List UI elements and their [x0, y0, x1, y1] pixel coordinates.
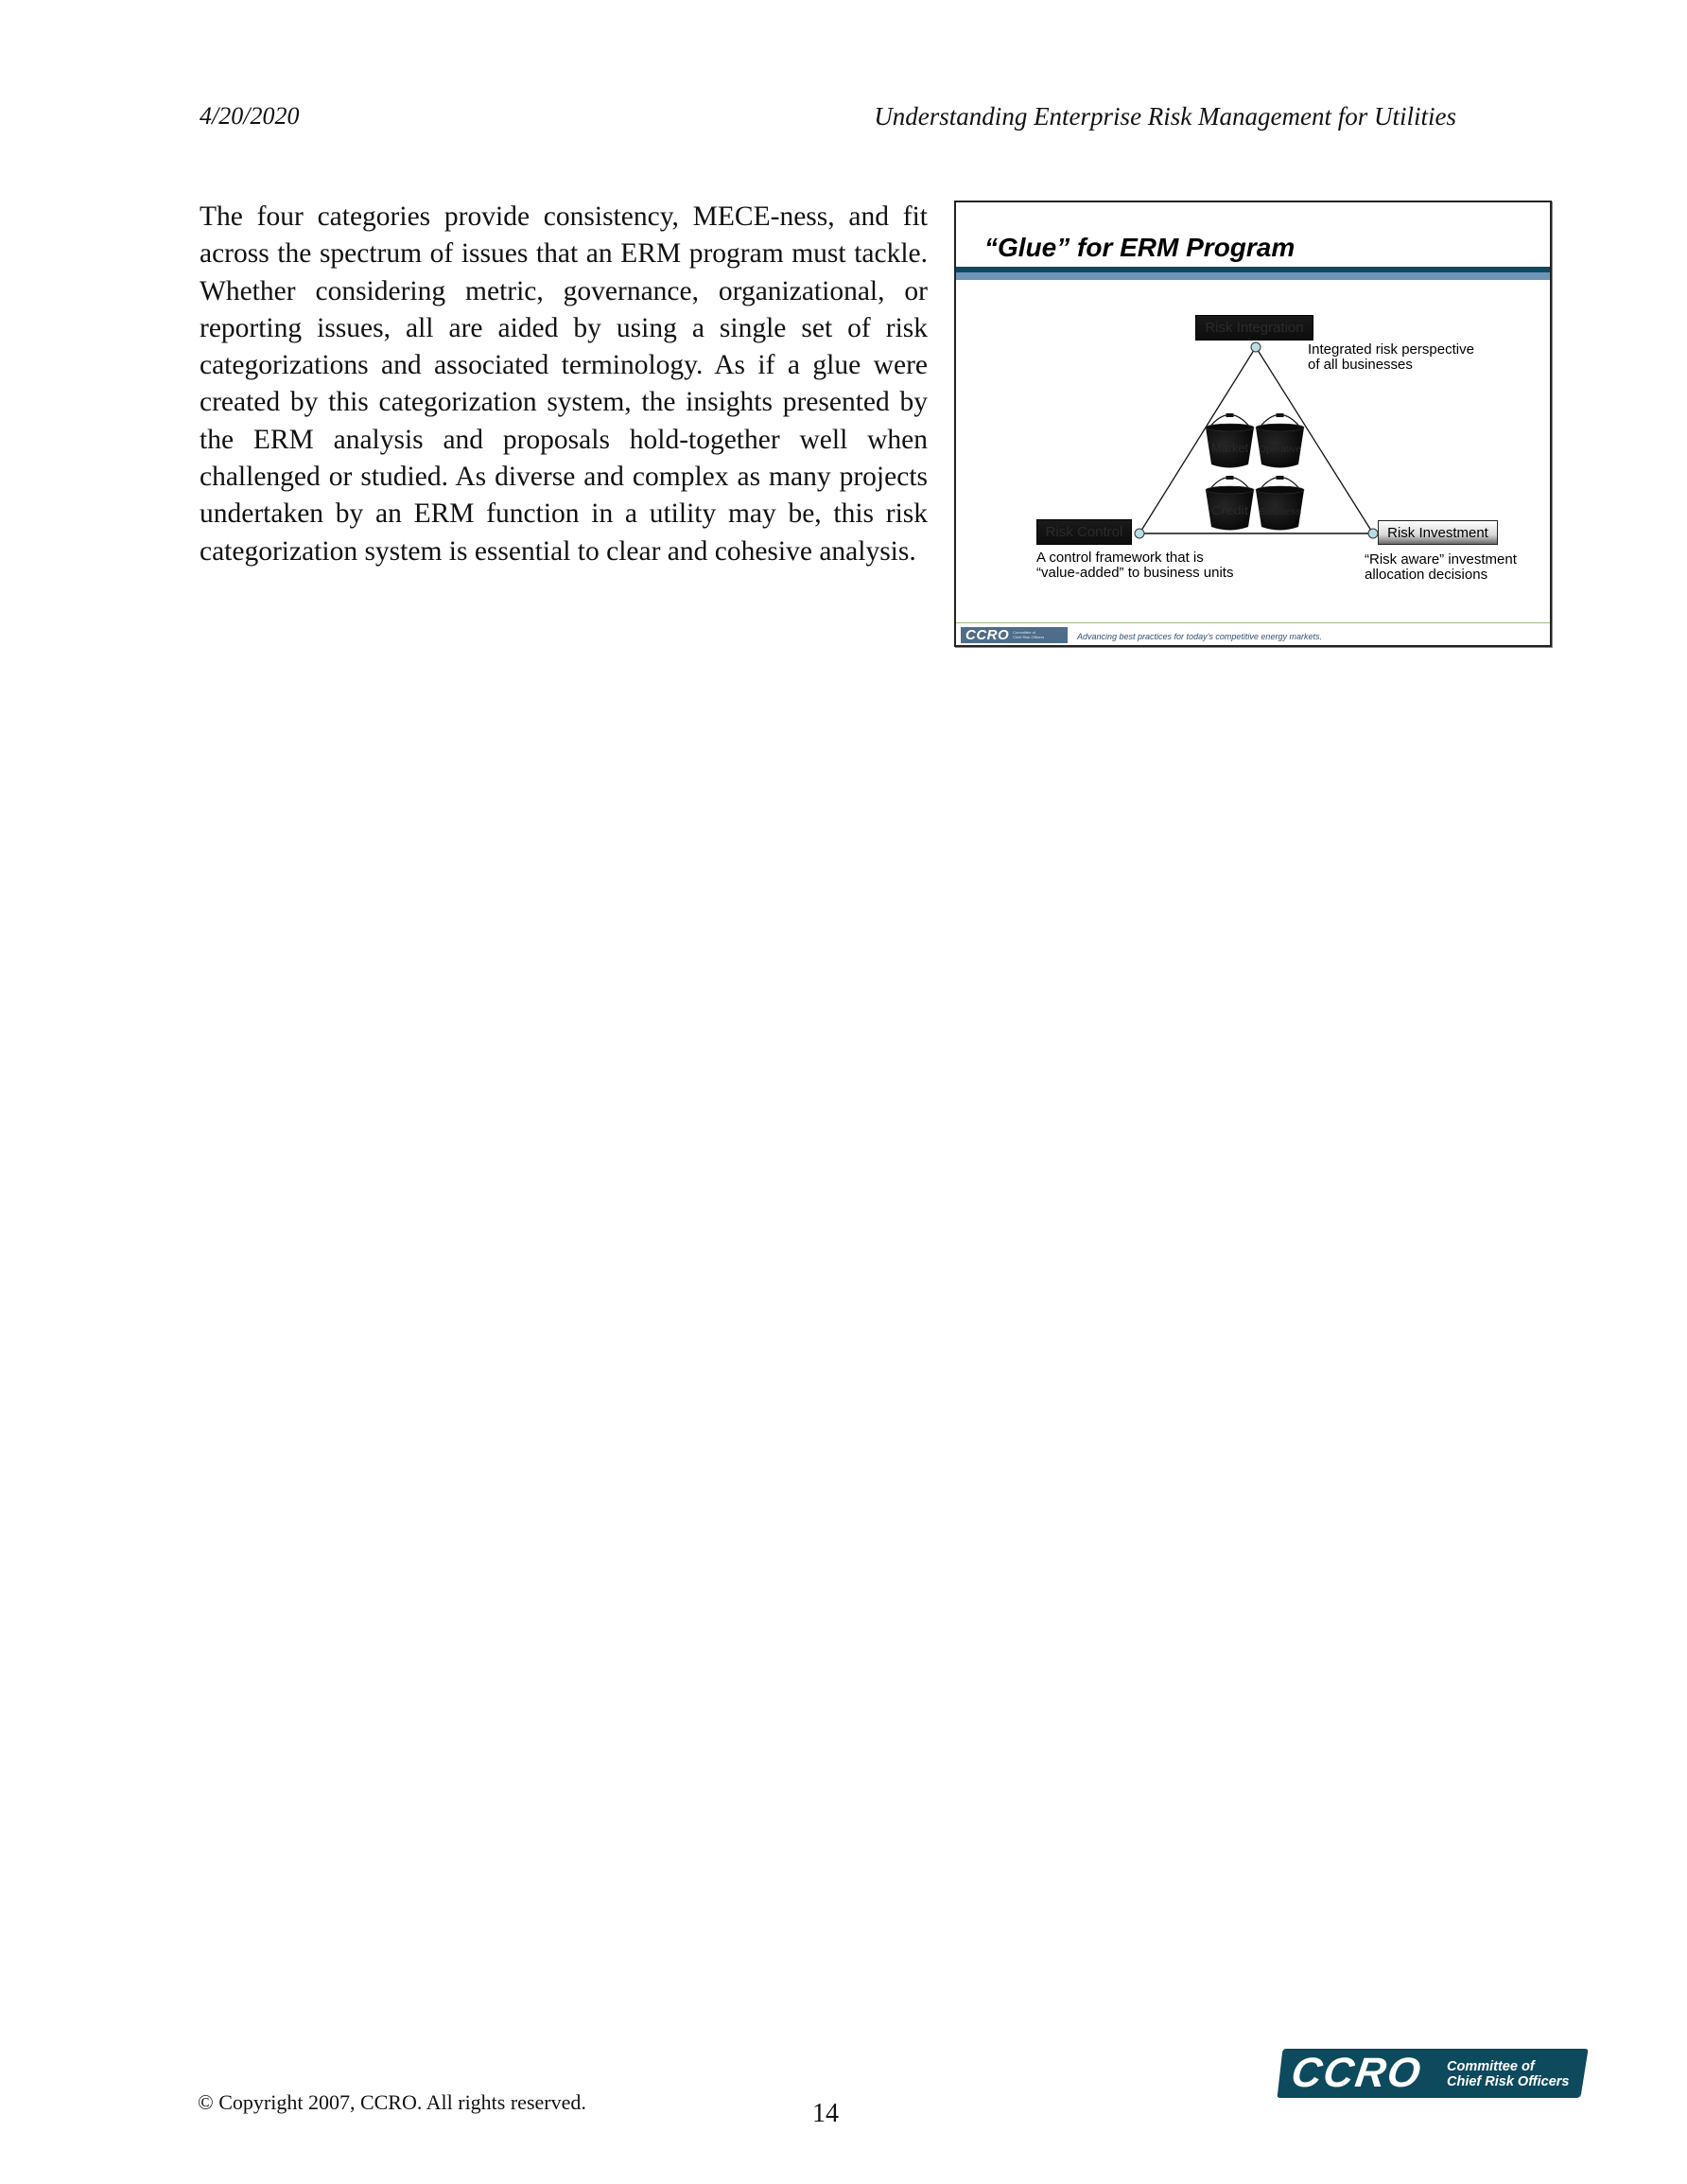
bucket-market: [1206, 413, 1254, 468]
copyright-notice: © Copyright 2007, CCRO. All rights reserved.: [198, 2090, 586, 2114]
risk-investment-description: [1365, 552, 1517, 582]
bucket-business: [1256, 476, 1304, 531]
page-number: 14: [812, 2099, 839, 2128]
bucket-grip-icon: [1277, 413, 1284, 417]
body-paragraph: The four categories provide consistency, MECE-ness, and fit across the spectrum of issues that an ERM program must tackle. Whether considering metric, governance, organizational, or reporting issues, all are aided by using a single set of risk categorizations and associated terminology. As if a glue were created by this categorization system, the insights presented by the ERM analysis and proposals hold-together well when challenged or studied. As diverse and complex as many projects undertaken by an ERM function in a utility may be, this risk categorization system is essential to clear and cohesive analysis.: [200, 201, 928, 567]
header-document-title: Understanding Enterprise Risk Management for Utilities: [874, 102, 1456, 131]
logo-sub-line: Chief Risk Officers: [1013, 634, 1045, 639]
bucket-grip-icon: [1277, 476, 1284, 480]
slide-title: “Glue” for ERM Program: [984, 233, 1296, 262]
risk-investment-box: [1378, 520, 1498, 545]
slide-logo-mark: CCRO: [965, 627, 1010, 643]
bucket-grip-icon: [1226, 413, 1234, 417]
slide-ccro-logo: [961, 627, 1068, 643]
description-line: allocation decisions: [1365, 566, 1488, 583]
bucket-label: Operative: [1259, 445, 1302, 455]
bucket-rim-icon: [1206, 486, 1254, 494]
description-line: of all businesses: [1308, 356, 1413, 373]
slide-tagline: Advancing best practices for today’s competitive energy markets.: [1077, 632, 1322, 641]
description-line: “Risk aware” investment: [1365, 551, 1517, 568]
description-line: A control framework that is: [1036, 550, 1204, 566]
slide-figure: [954, 201, 1552, 647]
bucket-operative: [1256, 413, 1304, 468]
risk-control-box: [1036, 519, 1132, 545]
slide-footer-rule: [956, 622, 1550, 623]
ccro-logo-subtitle: [1447, 2059, 1569, 2089]
logo-sub-line: Chief Risk Officers: [1447, 2074, 1570, 2089]
risk-integration-description: [1308, 342, 1474, 372]
risk-investment-label: Risk Investment: [1387, 524, 1488, 541]
node-top-icon: [1251, 342, 1261, 352]
logo-sub-line: Committee of: [1447, 2059, 1535, 2074]
description-line: Integrated risk perspective: [1308, 341, 1474, 358]
header-date: 4/20/2020: [200, 102, 300, 130]
ccro-logo: [1277, 2049, 1589, 2098]
bucket-label: Market: [1211, 441, 1249, 455]
bucket-rim-icon: [1256, 486, 1304, 494]
bucket-grip-icon: [1226, 476, 1234, 480]
risk-buckets: [1206, 413, 1304, 531]
slide-logo-subtitle: [1013, 631, 1044, 639]
bucket-rim-icon: [1206, 424, 1254, 431]
bucket-label: Credit: [1211, 503, 1249, 517]
ccro-logo-mark: CCRO: [1288, 2050, 1426, 2096]
risk-control-description: [1036, 550, 1233, 580]
risk-integration-box: [1195, 315, 1313, 341]
bucket-credit: [1206, 476, 1254, 531]
bucket-label: Business: [1259, 507, 1301, 517]
description-line: “value-added” to business units: [1036, 564, 1234, 581]
bucket-rim-icon: [1256, 424, 1304, 431]
risk-control-label: Risk Control: [1045, 524, 1123, 540]
risk-integration-label: Risk Integration: [1205, 320, 1304, 336]
logo-sub-line: Committee of: [1013, 630, 1035, 635]
node-right-icon: [1368, 529, 1378, 538]
node-left-icon: [1135, 529, 1144, 538]
